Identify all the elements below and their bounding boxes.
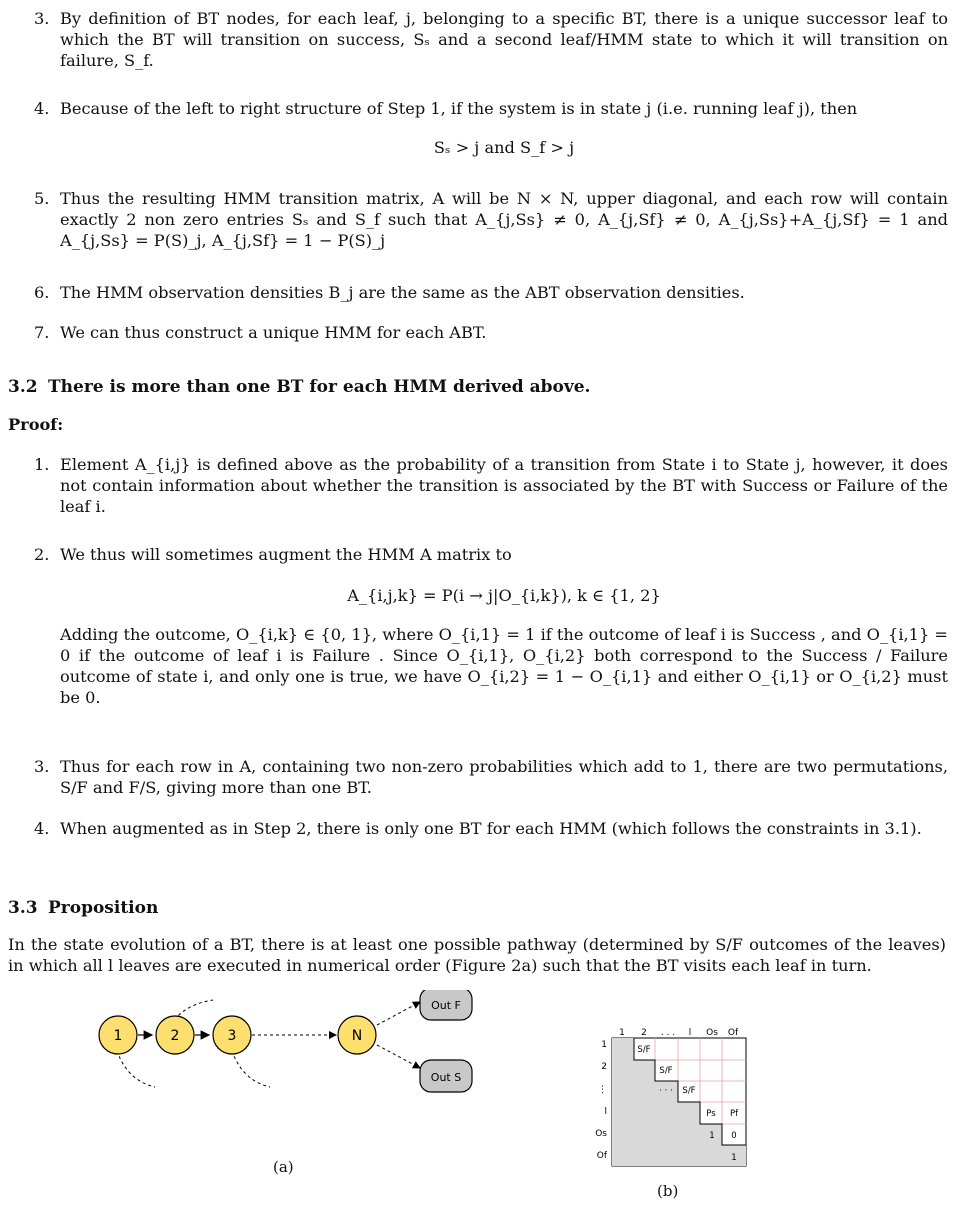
column-header: 1 [619,1028,625,1038]
edge-arrow [377,1045,420,1068]
figure-a-diagram [90,990,510,1150]
column-header: l [688,1028,692,1038]
item-text: When augmented as in Step 2, there is only one BT for each HMM (which follows the constraints in 3.1). [60,819,922,838]
item-text: We thus will sometimes augment the HMM A matrix to [60,545,512,564]
node-label: N [351,1028,363,1044]
matrix-cell: S/F [682,1086,696,1096]
item-number: 6. [34,283,50,302]
figure-b-matrix [590,1026,760,1176]
matrix-cell: 0 [731,1131,737,1141]
node-3 [213,1016,251,1054]
section-title: Proposition [48,898,159,918]
list-item [8,188,948,251]
output-label: Out S [430,1071,462,1084]
matrix-cell: Pf [729,1109,739,1119]
row-header: ⋮ [598,1085,607,1095]
item-number: 3. [34,757,50,776]
item-number: 3. [34,9,50,28]
matrix-cell: Ps [706,1109,716,1119]
list-item [8,98,948,158]
output-success [420,1060,472,1092]
section-heading [8,377,590,398]
item-continuation: Adding the outcome, O_{i,k} ∈ {0, 1}, where O_{i,1} = 1 if the outcome of leaf i is Success , and O_{i,1} = 0 if the outcome of leaf i is Failure . Since O_{i,1}, O_{i,2} both correspond to the Success / Failure outcome of state i, and only one is true, we have O_{i,2} = 1 − O_{i,1} and either O_{i,1} or O_{i,2} must be 0. [60,625,948,707]
edge-arrow [377,1002,420,1025]
row-header: Os [595,1129,607,1139]
item-number: 1. [34,455,50,474]
matrix-cell: · · · [659,1086,673,1096]
equation: Sₛ > j and S_f > j [433,138,575,157]
list-item [8,8,948,71]
item-number: 4. [34,99,50,118]
node-n [338,1016,376,1054]
item-number: 2. [34,545,50,564]
matrix-cell: 1 [709,1131,715,1141]
list-item [8,544,948,708]
proposition-text: In the state evolution of a BT, there is at least one possible pathway (determined by S/F outcomes of the leaves) in which all l leaves are executed in numerical order (Figure 2a) such that the BT visits each leaf in turn. [8,935,946,975]
section-title: There is more than one BT for each HMM derived above. [48,377,591,397]
list-item [8,322,948,343]
list-item [8,756,948,798]
column-header: Os [706,1028,718,1038]
proof-label: Proof: [8,415,64,434]
list-item [8,818,948,839]
equation: A_{i,j,k} = P(i → j|O_{i,k}), k ∈ {1, 2} [347,586,661,605]
item-text: Thus the resulting HMM transition matrix, A will be N × N, upper diagonal, and each row will contain exactly 2 non zero entries Sₛ and S_f such that A_{j,Ss} ≠ 0, A_{j,Sf} ≠ 0, A_{j,Ss}+A_{j,Sf} = 1 and A_{j,Ss} = P(S)_j, A_{j,Sf} = 1 − P(S)_j [60,189,948,250]
node-label: 1 [113,1028,123,1044]
section-heading [8,898,158,919]
row-header: l [604,1107,607,1117]
figure-a-caption: (a) [273,1158,294,1176]
item-text: Element A_{i,j} is defined above as the probability of a transition from State i to State j, however, it does not contain information about whether the transition is associated by the BT with Success or Failure of the leaf i. [60,455,948,516]
item-number: 4. [34,819,50,838]
row-header: 2 [601,1062,607,1072]
item-text: By definition of BT nodes, for each leaf, j, belonging to a specific BT, there is a unique successor leaf to which the BT will transition on success, Sₛ and a second leaf/HMM state to which it will transition on failure, S_f. [60,9,948,70]
item-text: Thus for each row in A, containing two non-zero probabilities which add to 1, there are two permutations, S/F and F/S, giving more than one BT. [60,757,948,797]
column-header: . . . [660,1028,676,1038]
item-text: The HMM observation densities B_j are the same as the ABT observation densities. [60,283,745,302]
row-header: Of [596,1151,607,1161]
section-number: 3.3 [8,898,38,918]
node-label: 2 [170,1028,180,1044]
output-failure [420,990,472,1020]
section-number: 3.2 [8,377,38,397]
row-header: 1 [601,1040,607,1050]
list-item [8,282,948,303]
matrix-cell: S/F [659,1066,673,1076]
node-2 [156,1016,194,1054]
node-1 [99,1016,137,1054]
figure-b-caption: (b) [657,1182,679,1200]
item-number: 5. [34,189,50,208]
column-header: 2 [641,1028,647,1038]
node-label: 3 [227,1028,237,1044]
output-label: Out F [431,999,461,1012]
item-text: Because of the left to right structure of Step 1, if the system is in state j (i.e. running leaf j), then [60,99,858,118]
matrix-cell: 1 [731,1153,737,1163]
column-header: Of [727,1028,739,1038]
item-number: 7. [34,323,50,342]
item-text: We can thus construct a unique HMM for each ABT. [60,323,487,342]
list-item [8,454,948,517]
matrix-cell: S/F [637,1045,651,1055]
